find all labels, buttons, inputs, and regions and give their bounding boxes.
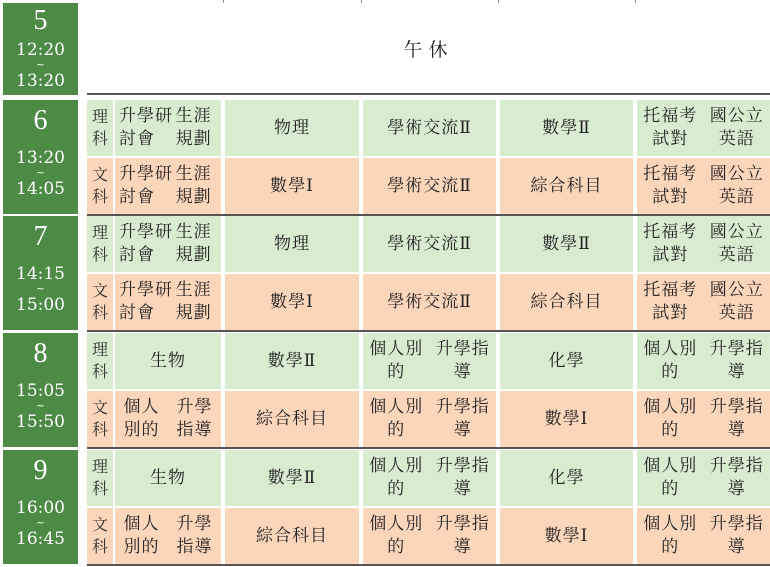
subject-text: 數學Ⅱ: [542, 117, 591, 138]
subject-text: 個人別的: [123, 514, 160, 557]
class-cell: [500, 274, 633, 330]
subject-text: 個人別的: [123, 397, 160, 440]
class-cell: [637, 100, 770, 156]
class-cell: [363, 333, 496, 389]
track-tag-label: 理科: [91, 340, 108, 381]
class-cell: [115, 100, 221, 156]
lunch-break-label: 午休: [403, 38, 454, 61]
subject-text: 托福考試對: [643, 164, 698, 207]
period-end-time: 15:00: [16, 295, 65, 315]
subject-text: 學術交流Ⅱ: [387, 117, 472, 138]
subject-text: 生物: [150, 467, 186, 488]
subject-text: 數學Ⅱ: [267, 350, 317, 371]
subject-text: 托福考試對: [643, 106, 698, 149]
subject-text: 國公立英語: [709, 222, 764, 265]
subject-text: 物理: [274, 233, 310, 254]
track-tag-label: 文科: [91, 165, 108, 206]
subject-text: 數學Ⅰ: [270, 291, 314, 312]
class-cell: [500, 508, 633, 564]
subject-text: 升學指導: [709, 456, 764, 499]
class-cell: [637, 216, 770, 272]
science-track-tag: [87, 450, 113, 506]
subject-text: 升學研討會: [119, 164, 173, 207]
class-cell: [225, 391, 359, 447]
period-label-9: [3, 450, 78, 564]
time-separator: ~: [35, 166, 46, 179]
track-tag-label: 理科: [91, 457, 108, 498]
track-tag-label: 文科: [91, 398, 108, 439]
subject-text: 綜合科目: [530, 291, 603, 312]
class-cell: [637, 508, 770, 564]
subject-text: 綜合科目: [256, 408, 328, 429]
track-tag-label: 理科: [91, 107, 108, 148]
period-label-5: [3, 3, 78, 95]
class-cell: [500, 391, 633, 447]
period-label-8: [3, 333, 78, 447]
subject-text: 數學Ⅱ: [267, 467, 317, 488]
time-separator: ~: [35, 282, 46, 295]
subject-text: 個人別的: [643, 339, 698, 382]
subject-text: 生涯規劃: [175, 280, 212, 323]
subject-text: 升學研討會: [119, 280, 173, 323]
subject-text: 個人別的: [643, 397, 698, 440]
science-track-tag: [87, 100, 113, 156]
subject-text: 升學研討會: [119, 106, 173, 149]
subject-text: 物理: [274, 117, 310, 138]
subject-text: 升學指導: [176, 397, 213, 440]
subject-text: 托福考試對: [643, 222, 698, 265]
period-number: 5: [33, 5, 48, 36]
period-end-time: 13:20: [16, 71, 65, 91]
class-cell: [225, 100, 359, 156]
period-number: 7: [33, 221, 48, 252]
subject-text: 升學指導: [709, 339, 764, 382]
class-cell: [115, 450, 221, 506]
period-number: 6: [33, 105, 48, 136]
subject-text: 升學指導: [435, 514, 490, 557]
subject-text: 升學指導: [709, 397, 764, 440]
subject-text: 數學Ⅰ: [270, 175, 314, 196]
subject-text: 學術交流Ⅱ: [387, 233, 472, 254]
class-cell: [637, 333, 770, 389]
period-number: 8: [33, 338, 48, 369]
subject-text: 托福考試對: [643, 280, 698, 323]
period-number: 9: [33, 455, 48, 486]
class-cell: [363, 158, 496, 214]
period-end-time: 14:05: [16, 179, 65, 199]
subject-text: 個人別的: [369, 456, 424, 499]
time-separator: ~: [35, 399, 46, 412]
class-cell: [225, 274, 359, 330]
period-start-time: 13:20: [16, 148, 65, 168]
period-end-time: 15:50: [16, 412, 65, 432]
subject-text: 個人別的: [369, 397, 424, 440]
subject-text: 學術交流Ⅱ: [387, 291, 472, 312]
lunch-break-cell: [87, 3, 770, 95]
class-cell: [637, 391, 770, 447]
subject-text: 數學Ⅰ: [544, 408, 589, 429]
class-cell: [363, 274, 496, 330]
time-separator: ~: [35, 516, 46, 529]
class-cell: [637, 158, 770, 214]
arts-track-tag: [87, 158, 113, 214]
class-cell: [115, 216, 221, 272]
class-cell: [363, 450, 496, 506]
class-cell: [225, 450, 359, 506]
block-divider: [87, 447, 770, 449]
class-cell: [500, 158, 633, 214]
class-cell: [225, 216, 359, 272]
class-cell: [500, 100, 633, 156]
class-cell: [115, 391, 221, 447]
subject-text: 個人別的: [643, 514, 698, 557]
subject-text: 學術交流Ⅱ: [387, 175, 472, 196]
period-end-time: 16:45: [16, 529, 65, 549]
period-start-time: 15:05: [16, 381, 65, 401]
subject-text: 升學研討會: [119, 222, 173, 265]
subject-text: 生涯規劃: [175, 106, 212, 149]
period-label-6: [3, 100, 78, 214]
arts-track-tag: [87, 508, 113, 564]
class-cell: [500, 216, 633, 272]
subject-text: 綜合科目: [530, 175, 603, 196]
class-cell: [225, 158, 359, 214]
subject-text: 生物: [150, 350, 186, 371]
class-cell: [115, 274, 221, 330]
subject-text: 生涯規劃: [175, 164, 212, 207]
arts-track-tag: [87, 391, 113, 447]
subject-text: 升學指導: [435, 397, 490, 440]
subject-text: 綜合科目: [256, 525, 328, 546]
subject-text: 升學指導: [435, 339, 490, 382]
class-cell: [115, 508, 221, 564]
period-start-time: 12:20: [16, 40, 65, 60]
track-tag-label: 文科: [91, 515, 108, 556]
subject-text: 個人別的: [369, 514, 424, 557]
time-separator: ~: [35, 58, 46, 71]
period-start-time: 14:15: [16, 264, 65, 284]
class-cell: [637, 450, 770, 506]
subject-text: 化學: [548, 350, 585, 371]
subject-text: 化學: [548, 467, 585, 488]
class-cell: [500, 333, 633, 389]
subject-text: 數學Ⅰ: [544, 525, 589, 546]
subject-text: 生涯規劃: [175, 222, 212, 265]
subject-text: 數學Ⅱ: [542, 233, 591, 254]
subject-text: 升學指導: [709, 514, 764, 557]
period-start-time: 16:00: [16, 498, 65, 518]
subject-text: 升學指導: [435, 456, 490, 499]
subject-text: 國公立英語: [709, 280, 764, 323]
class-cell: [115, 333, 221, 389]
subject-text: 升學指導: [176, 514, 213, 557]
subject-text: 國公立英語: [709, 164, 764, 207]
class-cell: [500, 450, 633, 506]
subject-text: 個人別的: [643, 456, 698, 499]
science-track-tag: [87, 216, 113, 272]
arts-track-tag: [87, 274, 113, 330]
class-cell: [225, 508, 359, 564]
class-cell: [363, 391, 496, 447]
subject-text: 個人別的: [369, 339, 424, 382]
period-label-7: [3, 216, 78, 330]
class-cell: [363, 100, 496, 156]
science-track-tag: [87, 333, 113, 389]
track-tag-label: 文科: [91, 281, 108, 322]
class-cell: [363, 508, 496, 564]
class-cell: [363, 216, 496, 272]
class-cell: [115, 158, 221, 214]
class-cell: [637, 274, 770, 330]
track-tag-label: 理科: [91, 223, 108, 264]
block-divider: [87, 564, 770, 566]
class-cell: [225, 333, 359, 389]
block-divider: [87, 330, 770, 332]
subject-text: 國公立英語: [709, 106, 764, 149]
